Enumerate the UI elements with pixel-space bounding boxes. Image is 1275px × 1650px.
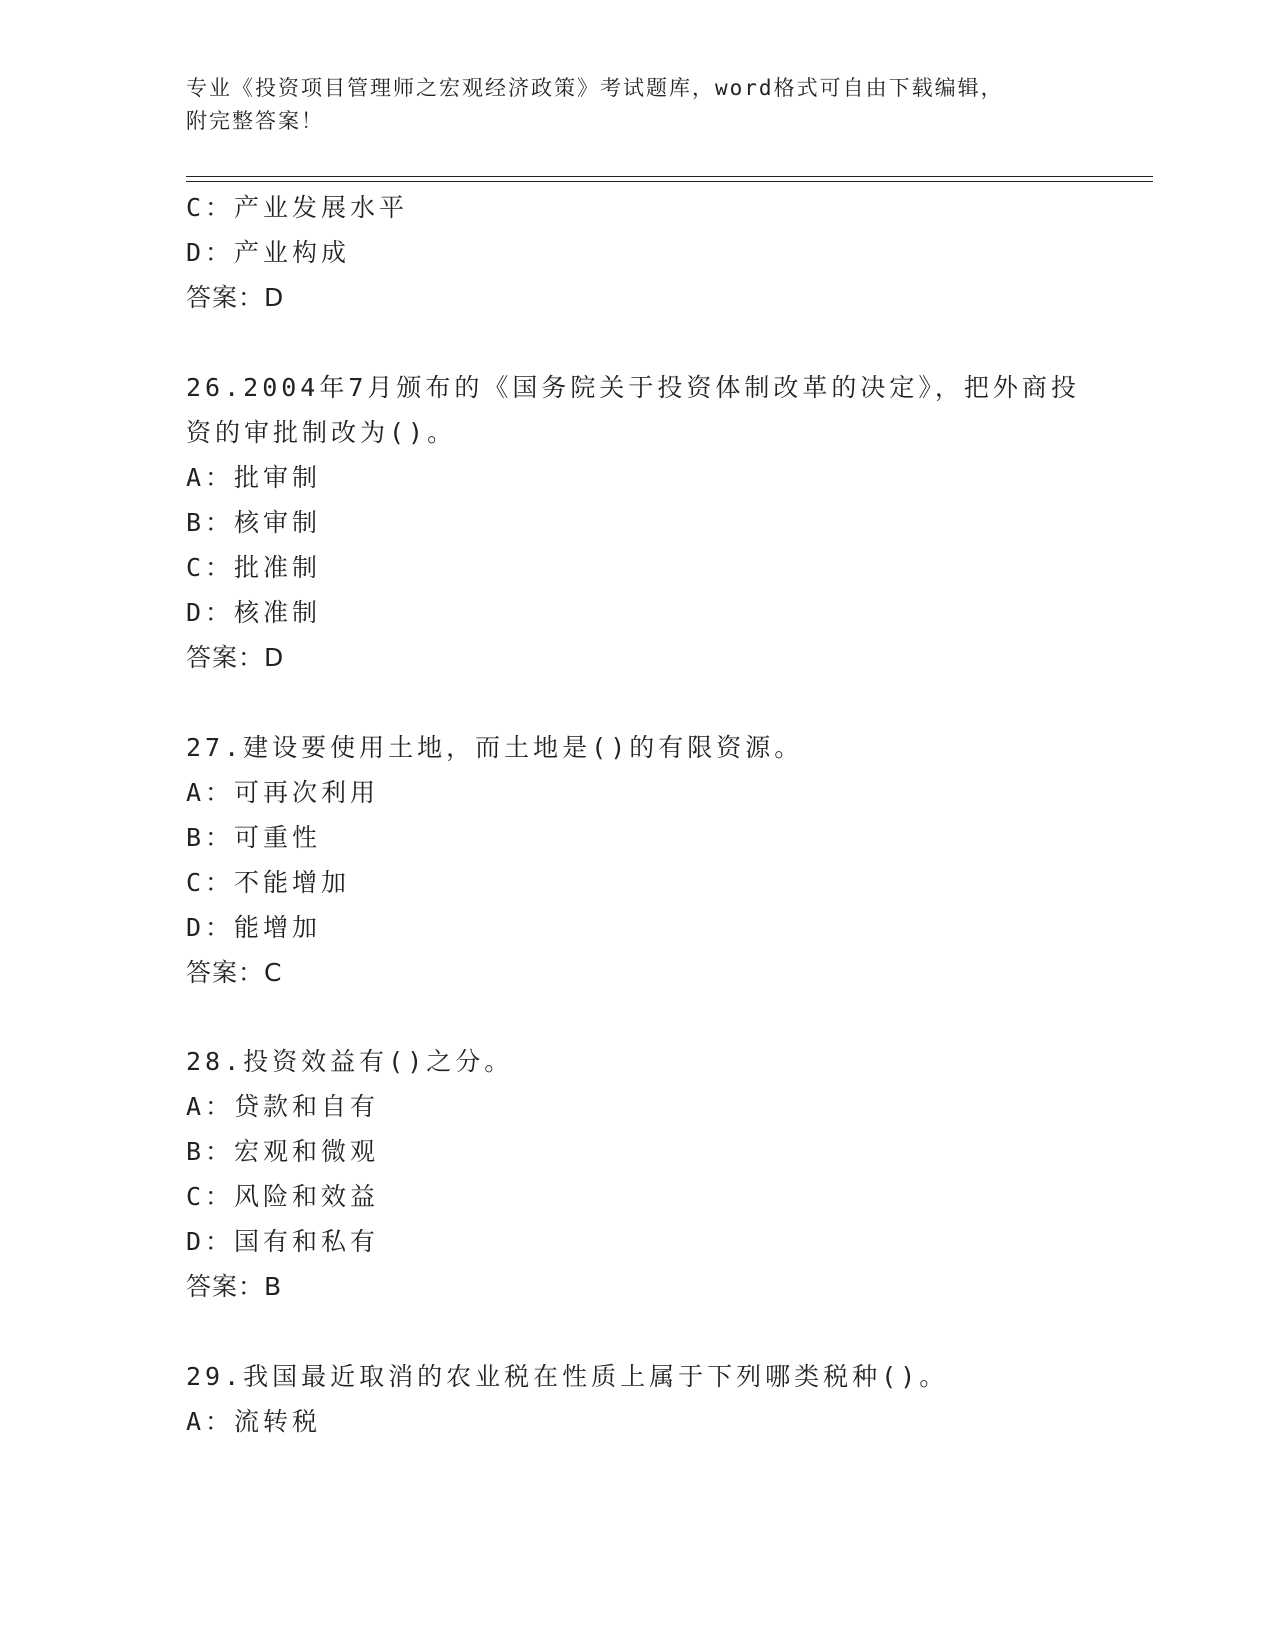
question-28-option-a: A：贷款和自有 (186, 1092, 380, 1121)
question-27-stem: 27.建设要使用土地，而土地是()的有限资源。 (186, 733, 804, 762)
question-28-option-d: D：国有和私有 (186, 1227, 380, 1256)
question-27-option-c: C：不能增加 (186, 868, 351, 897)
question-28-option-b: B：宏观和微观 (186, 1137, 380, 1166)
option-c: C：产业发展水平 (186, 193, 409, 222)
document-header (186, 72, 1086, 138)
question-28-answer: 答案：B (186, 1272, 283, 1301)
header-line-1: 专业《投资项目管理师之宏观经济政策》考试题库，word格式可自由下载编辑， (186, 76, 1004, 100)
question-29-stem: 29.我国最近取消的农业税在性质上属于下列哪类税种()。 (186, 1362, 949, 1391)
question-26-option-c: C：批准制 (186, 553, 322, 582)
question-26-option-b: B：核审制 (186, 508, 322, 537)
answer-line: 答案：D (186, 283, 285, 312)
header-line-2: 附完整答案！ (186, 109, 324, 133)
option-d: D：产业构成 (186, 238, 351, 267)
question-26-answer: 答案：D (186, 643, 285, 672)
question-28-stem: 28.投资效益有()之分。 (186, 1047, 514, 1076)
header-rule-top (186, 176, 1153, 177)
question-26-option-d: D：核准制 (186, 598, 322, 627)
question-27-option-a: A：可再次利用 (186, 778, 380, 807)
question-26-stem-line-1: 26.2004年7月颁布的《国务院关于投资体制改革的决定》，把外商投 (186, 373, 1080, 402)
question-27-answer: 答案：C (186, 958, 283, 987)
question-26-stem-line-2: 资的审批制改为()。 (186, 418, 457, 447)
question-28-option-c: C：风险和效益 (186, 1182, 380, 1211)
question-27-option-b: B：可重性 (186, 823, 322, 852)
question-29-option-a: A：流转税 (186, 1407, 322, 1436)
question-26-option-a: A：批审制 (186, 463, 322, 492)
header-rule-bottom (186, 181, 1153, 182)
question-27-option-d: D：能增加 (186, 913, 322, 942)
